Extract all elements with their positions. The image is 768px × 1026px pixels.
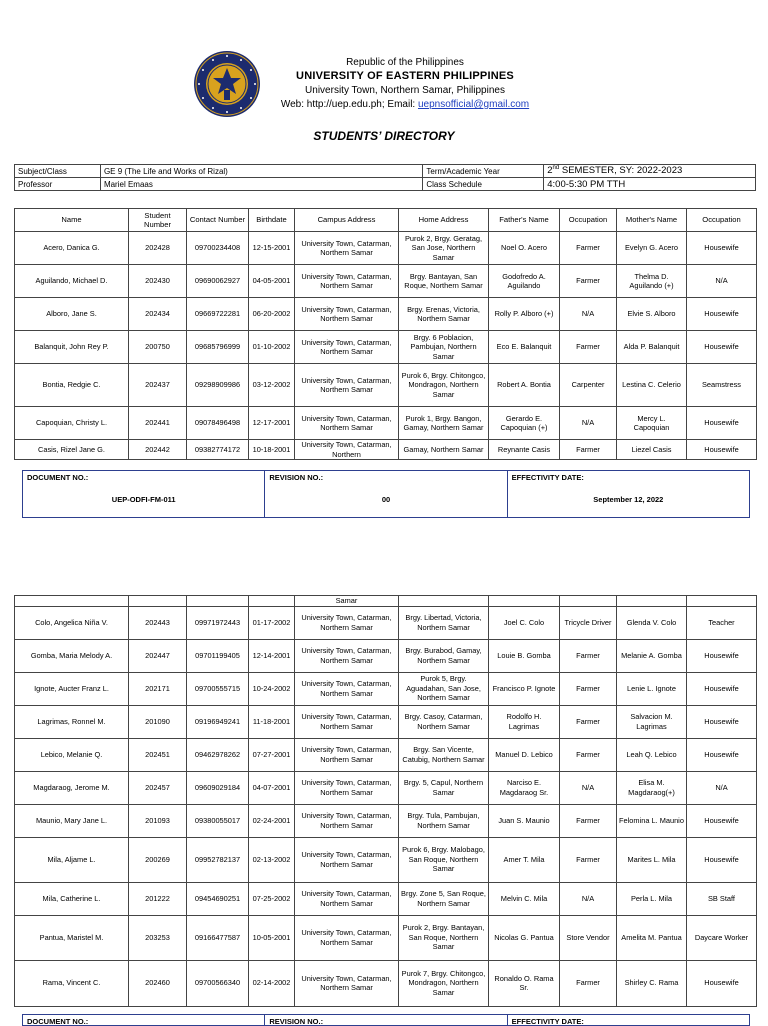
table-row <box>15 738 757 771</box>
email-link[interactable]: uepnsofficial@gmail.com <box>417 99 530 110</box>
table-cell: N/A <box>687 265 757 298</box>
table-row <box>15 804 757 837</box>
directory-table-page2 <box>14 595 757 1007</box>
web-email-line <box>260 99 550 110</box>
table-cell <box>617 596 687 607</box>
table-cell: 09952782137 <box>187 837 249 882</box>
table-cell: Leah Q. Lebico <box>617 738 687 771</box>
table-cell: Farmer <box>560 804 617 837</box>
term-label: Term/Academic Year <box>423 165 544 178</box>
table-cell <box>399 596 489 607</box>
table-cell: Colo, Angelica Niña V. <box>15 606 129 639</box>
table-cell: 202437 <box>129 364 187 407</box>
column-header: Student Number <box>129 209 187 232</box>
university-seal-icon <box>193 50 261 118</box>
schedule-value: 4:00-5:30 PM TTH <box>544 178 756 191</box>
table-cell: 09971972443 <box>187 606 249 639</box>
table-cell: Mila, Catherine L. <box>15 882 129 915</box>
table-cell: Gomba, Maria Melody A. <box>15 639 129 672</box>
table-cell: Rolly P. Alboro (+) <box>489 298 560 331</box>
table-row <box>15 915 757 960</box>
table-cell: Housewife <box>687 639 757 672</box>
table-cell: N/A <box>560 882 617 915</box>
table-cell: Francisco P. Ignote <box>489 672 560 705</box>
table-cell: Brgy. Zone 5, San Roque, Northern Samar <box>399 882 489 915</box>
table-cell: Housewife <box>687 331 757 364</box>
table-cell: Shirley C. Rama <box>617 960 687 1006</box>
table-cell: 201090 <box>129 705 187 738</box>
table-cell <box>489 596 560 607</box>
table-cell: Magdaraog, Jerome M. <box>15 771 129 804</box>
table-cell: Purok 2, Brgy. Bantayan, San Roque, Northern Samar <box>399 915 489 960</box>
column-header: Contact Number <box>187 209 249 232</box>
table-cell: Housewife <box>687 672 757 705</box>
document-no-value: UEP-ODFI-FM-011 <box>111 495 176 504</box>
table-cell: Daycare Worker <box>687 915 757 960</box>
table-cell: University Town, Catarman, Northern Samar <box>295 672 399 705</box>
table-cell: 09701199405 <box>187 639 249 672</box>
continuation-row <box>15 596 757 607</box>
table-cell: Housewife <box>687 960 757 1006</box>
table-cell: 12-14-2001 <box>249 639 295 672</box>
table-cell: Samar <box>295 596 399 607</box>
table-cell: 09609029184 <box>187 771 249 804</box>
university-address: University Town, Northern Samar, Philippines <box>305 85 505 96</box>
table-cell: 06-20-2002 <box>249 298 295 331</box>
table-cell: Amelita M. Pantua <box>617 915 687 960</box>
table-cell: 201222 <box>129 882 187 915</box>
table-cell <box>687 596 757 607</box>
table-cell: Brgy. Casoy, Catarman, Northern Samar <box>399 705 489 738</box>
table-cell: Gerardo E. Capoquian (+) <box>489 407 560 440</box>
table-cell: Seamstress <box>687 364 757 407</box>
table-cell: Balanquit, John Rey P. <box>15 331 129 364</box>
table-cell: Housewife <box>687 232 757 265</box>
table-cell: Lebico, Melanie Q. <box>15 738 129 771</box>
table-cell: Eco E. Balanquit <box>489 331 560 364</box>
table-cell: Noel O. Acero <box>489 232 560 265</box>
table-cell: 07-27-2001 <box>249 738 295 771</box>
table-cell: 202171 <box>129 672 187 705</box>
table-cell: 11-18-2001 <box>249 705 295 738</box>
column-header: Occupation <box>560 209 617 232</box>
document-footer-page2 <box>22 1014 750 1026</box>
schedule-label: Class Schedule <box>423 178 544 191</box>
table-cell: Brgy. Erenas, Victoria, Northern Samar <box>399 298 489 331</box>
document-footer-page1 <box>22 470 750 518</box>
table-cell: Store Vendor <box>560 915 617 960</box>
table-cell: Brgy. Bantayan, San Roque, Northern Samar <box>399 265 489 298</box>
document-no-cell: DOCUMENT NO.: <box>23 1015 265 1025</box>
table-cell <box>15 596 129 607</box>
column-header: Occupation <box>687 209 757 232</box>
table-cell: 04-05-2001 <box>249 265 295 298</box>
table-cell: 09685796999 <box>187 331 249 364</box>
table-cell: Housewife <box>687 738 757 771</box>
table-cell: Lestina C. Celerio <box>617 364 687 407</box>
table-cell: University Town, Catarman, Northern Samar <box>295 882 399 915</box>
table-cell: University Town, Catarman, Northern Samar <box>295 804 399 837</box>
column-header: Mother's Name <box>617 209 687 232</box>
table-cell: Purok 5, Brgy. Aguadahan, San Jose, Northern Samar <box>399 672 489 705</box>
revision-no-cell: REVISION NO.: <box>265 1015 507 1025</box>
table-cell: Brgy. San Vicente, Catubig, Northern Samar <box>399 738 489 771</box>
table-cell: University Town, Catarman, Northern Samar <box>295 407 399 440</box>
table-cell: Farmer <box>560 265 617 298</box>
table-cell: University Town, Catarman, Northern Samar <box>295 232 399 265</box>
table-row <box>15 672 757 705</box>
table-cell: 09700234408 <box>187 232 249 265</box>
table-cell: Brgy. 5, Capul, Northern Samar <box>399 771 489 804</box>
table-cell: Housewife <box>687 440 757 460</box>
table-cell: Maunio, Mary Jane L. <box>15 804 129 837</box>
table-cell: 02-24-2001 <box>249 804 295 837</box>
table-cell: 04-07-2001 <box>249 771 295 804</box>
table-cell: Teacher <box>687 606 757 639</box>
table-cell: 07-25-2002 <box>249 882 295 915</box>
table-cell: Purok 6, Brgy. Malobago, San Roque, Northern Samar <box>399 837 489 882</box>
table-row <box>15 882 757 915</box>
column-header: Campus Address <box>295 209 399 232</box>
table-cell: 12-15-2001 <box>249 232 295 265</box>
table-cell: Brgy. Tula, Pambujan, Northern Samar <box>399 804 489 837</box>
table-cell: Purok 6, Brgy. Chitongco, Mondragon, Northern Samar <box>399 364 489 407</box>
table-cell <box>560 596 617 607</box>
table-cell: Rodolfo H. Lagrimas <box>489 705 560 738</box>
table-cell: Lenie L. Ignote <box>617 672 687 705</box>
table-row <box>15 265 757 298</box>
table-cell: 09298909986 <box>187 364 249 407</box>
column-header: Birthdate <box>249 209 295 232</box>
effectivity-date-cell: EFFECTIVITY DATE: September 12, 2022 <box>508 471 749 517</box>
table-cell: 200269 <box>129 837 187 882</box>
table-row <box>15 232 757 265</box>
table-cell: 09462978262 <box>187 738 249 771</box>
column-header: Father's Name <box>489 209 560 232</box>
table-cell: 12-17-2001 <box>249 407 295 440</box>
table-cell: Glenda V. Colo <box>617 606 687 639</box>
table-cell: Robert A. Bontia <box>489 364 560 407</box>
table-cell: Evelyn G. Acero <box>617 232 687 265</box>
table-cell: Carpenter <box>560 364 617 407</box>
table-cell: N/A <box>560 407 617 440</box>
table-cell: Perla L. Mila <box>617 882 687 915</box>
table-cell: 202430 <box>129 265 187 298</box>
table-cell: Pantua, Maristel M. <box>15 915 129 960</box>
table-cell: Brgy. Libertad, Victoria, Northern Samar <box>399 606 489 639</box>
directory-title: STUDENTS’ DIRECTORY <box>313 129 455 143</box>
column-header: Home Address <box>399 209 489 232</box>
table-cell: 202428 <box>129 232 187 265</box>
table-cell: Rama, Vincent C. <box>15 960 129 1006</box>
table-cell: Bontia, Redgie C. <box>15 364 129 407</box>
table-cell: Farmer <box>560 837 617 882</box>
table-cell: 202434 <box>129 298 187 331</box>
table-cell: Purok 2, Brgy. Geratag, San Jose, Northern Samar <box>399 232 489 265</box>
table-cell: 202442 <box>129 440 187 460</box>
table-cell: Amer T. Mila <box>489 837 560 882</box>
table-cell: Housewife <box>687 705 757 738</box>
directory-table-page1 <box>14 208 757 460</box>
table-cell: Marites L. Mila <box>617 837 687 882</box>
table-cell <box>249 596 295 607</box>
table-cell: 09166477587 <box>187 915 249 960</box>
table-cell: 09700566340 <box>187 960 249 1006</box>
table-cell: SB Staff <box>687 882 757 915</box>
table-cell: 202447 <box>129 639 187 672</box>
subject-label: Subject/Class <box>15 165 101 178</box>
table-cell: Brgy. Burabod, Gamay, Northern Samar <box>399 639 489 672</box>
table-cell: Alda P. Balanquit <box>617 331 687 364</box>
table-cell: Manuel D. Lebico <box>489 738 560 771</box>
republic-line: Republic of the Philippines <box>346 57 464 68</box>
table-row <box>15 298 757 331</box>
table-cell: Melanie A. Gomba <box>617 639 687 672</box>
table-cell: Purok 1, Brgy. Bangon, Gamay, Northern Samar <box>399 407 489 440</box>
table-cell: 203253 <box>129 915 187 960</box>
university-name: UNIVERSITY OF EASTERN PHILIPPINES <box>296 70 514 82</box>
table-cell: Reynante Casis <box>489 440 560 460</box>
table-cell: Joel C. Colo <box>489 606 560 639</box>
table-cell <box>129 596 187 607</box>
table-cell: Felomina L. Maunio <box>617 804 687 837</box>
table-cell: 09454690251 <box>187 882 249 915</box>
table-cell: Thelma D. Aguilando (+) <box>617 265 687 298</box>
table-cell: N/A <box>687 771 757 804</box>
column-header: Name <box>15 209 129 232</box>
table-cell: 01-17-2002 <box>249 606 295 639</box>
table-row <box>15 705 757 738</box>
table-cell: University Town, Catarman, Northern Samar <box>295 837 399 882</box>
table-row <box>15 771 757 804</box>
table-cell: Farmer <box>560 705 617 738</box>
table-cell: Mila, Aljame L. <box>15 837 129 882</box>
table-cell: University Town, Catarman, Northern Samar <box>295 771 399 804</box>
table-cell: Housewife <box>687 407 757 440</box>
revision-no-cell: REVISION NO.: 00 <box>265 471 507 517</box>
table-cell: Tricycle Driver <box>560 606 617 639</box>
table-cell: University Town, Catarman, Northern Samar <box>295 639 399 672</box>
table-cell: 02-14-2002 <box>249 960 295 1006</box>
table-row <box>15 606 757 639</box>
table-cell: 09380055017 <box>187 804 249 837</box>
table-cell: 10-05-2001 <box>249 915 295 960</box>
table-cell: 09669722281 <box>187 298 249 331</box>
table-cell: Housewife <box>687 298 757 331</box>
table-cell: Elvie S. Alboro <box>617 298 687 331</box>
table-cell: Farmer <box>560 331 617 364</box>
table-row <box>15 960 757 1006</box>
table-cell: Melvin C. Mila <box>489 882 560 915</box>
table-cell: 09690062927 <box>187 265 249 298</box>
professor-label: Professor <box>15 178 101 191</box>
table-cell: 03-12-2002 <box>249 364 295 407</box>
table-row <box>15 440 757 460</box>
table-cell: University Town, Catarman, Northern Samar <box>295 705 399 738</box>
table-cell: University Town, Catarman, Northern Samar <box>295 606 399 639</box>
table-cell: Lagrimas, Ronnel M. <box>15 705 129 738</box>
table-cell: 202451 <box>129 738 187 771</box>
effectivity-date-cell: EFFECTIVITY DATE: <box>511 1017 584 1026</box>
subject-value: GE 9 (The Life and Works of Rizal) <box>100 165 422 178</box>
table-row <box>15 639 757 672</box>
table-cell: 202460 <box>129 960 187 1006</box>
table-cell: Brgy. 6 Poblacion, Pambujan, Northern Samar <box>399 331 489 364</box>
table-row <box>15 407 757 440</box>
table-cell: Capoquian, Christy L. <box>15 407 129 440</box>
table-cell: 202457 <box>129 771 187 804</box>
table-cell: Godofredo A. Aguilando <box>489 265 560 298</box>
table-cell: Ignote, Aucter Franz L. <box>15 672 129 705</box>
table-cell: N/A <box>560 298 617 331</box>
document-no-cell: DOCUMENT NO.: UEP-ODFI-FM-011 <box>23 471 265 517</box>
table-cell: Farmer <box>560 738 617 771</box>
table-row <box>15 837 757 882</box>
table-cell: N/A <box>560 771 617 804</box>
table-cell: Liezel Casis <box>617 440 687 460</box>
table-cell: Gamay, Northern Samar <box>399 440 489 460</box>
table-cell: University Town, Catarman, Northern Samar <box>295 298 399 331</box>
table-cell: Juan S. Maunio <box>489 804 560 837</box>
table-cell: 200750 <box>129 331 187 364</box>
table-cell: Louie B. Gomba <box>489 639 560 672</box>
table-cell: University Town, Catarman, Northern Samar <box>295 960 399 1006</box>
table-cell: 09196949241 <box>187 705 249 738</box>
table-cell: University Town, Catarman, Northern Samar <box>295 364 399 407</box>
table-cell: 202441 <box>129 407 187 440</box>
table-cell: Farmer <box>560 232 617 265</box>
table-cell: University Town, Catarman, Northern <box>295 440 399 460</box>
table-cell: Farmer <box>560 639 617 672</box>
professor-value: Mariel Emaas <box>100 178 422 191</box>
table-cell: Casis, Rizel Jane G. <box>15 440 129 460</box>
table-cell: Housewife <box>687 837 757 882</box>
table-cell: Elisa M. Magdaraog(+) <box>617 771 687 804</box>
table-row <box>15 364 757 407</box>
table-cell: Farmer <box>560 440 617 460</box>
table-cell: 09700555715 <box>187 672 249 705</box>
table-cell: 202443 <box>129 606 187 639</box>
table-cell: Acero, Danica G. <box>15 232 129 265</box>
table-cell: 10-18-2001 <box>249 440 295 460</box>
table-cell: Ronaldo O. Rama Sr. <box>489 960 560 1006</box>
table-cell: Purok 7, Brgy. Chitongco, Mondragon, Northern Samar <box>399 960 489 1006</box>
table-cell: 02-13-2002 <box>249 837 295 882</box>
table-cell: Mercy L. Capoquian <box>617 407 687 440</box>
table-cell: University Town, Catarman, Northern Samar <box>295 738 399 771</box>
table-cell: Salvacion M. Lagrimas <box>617 705 687 738</box>
term-value: 2nd SEMESTER, SY: 2022-2023 <box>544 165 756 178</box>
table-cell: Nicolas G. Pantua <box>489 915 560 960</box>
table-cell: Farmer <box>560 960 617 1006</box>
web-prefix: Web: http://uep.edu.ph; Email: <box>280 99 418 110</box>
table-cell: University Town, Catarman, Northern Samar <box>295 331 399 364</box>
table-cell: University Town, Catarman, Northern Samar <box>295 265 399 298</box>
table-cell: 09078496498 <box>187 407 249 440</box>
table-cell: Alboro, Jane S. <box>15 298 129 331</box>
table-cell <box>187 596 249 607</box>
table-cell: Narciso E. Magdaraog Sr. <box>489 771 560 804</box>
class-info-table <box>14 164 756 191</box>
table-cell: 01-10-2002 <box>249 331 295 364</box>
table-cell: Aguilando, Michael D. <box>15 265 129 298</box>
table-row <box>15 331 757 364</box>
table-cell: Housewife <box>687 804 757 837</box>
table-cell: Farmer <box>560 672 617 705</box>
revision-no-value: 00 <box>381 495 391 504</box>
effectivity-date-value: September 12, 2022 <box>593 495 664 504</box>
table-cell: University Town, Catarman, Northern Samar <box>295 915 399 960</box>
table-cell: 10-24-2002 <box>249 672 295 705</box>
table-cell: 201093 <box>129 804 187 837</box>
table-cell: 09382774172 <box>187 440 249 460</box>
